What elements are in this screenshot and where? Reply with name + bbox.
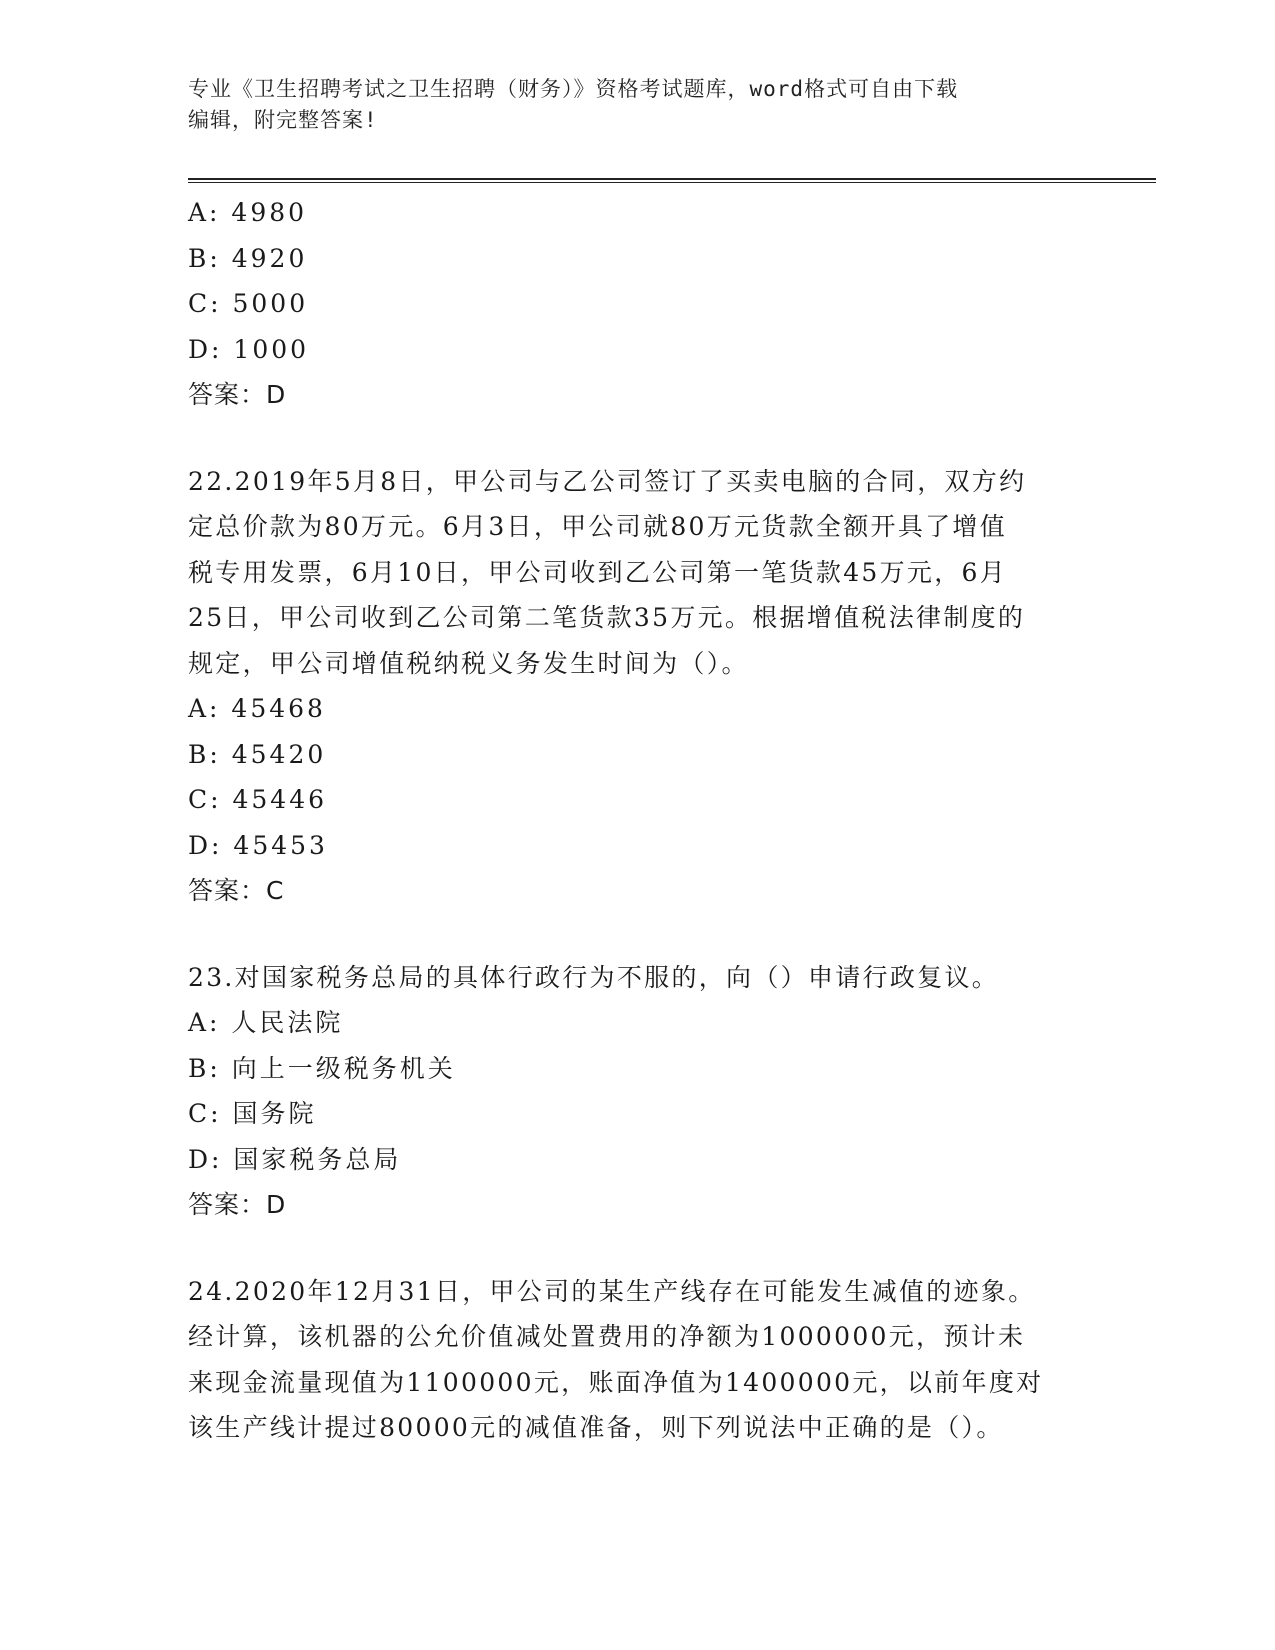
option-d: D: 45453 — [188, 830, 328, 860]
option-c: C: 5000 — [188, 289, 309, 318]
page-header — [188, 74, 1068, 136]
answer-label: 答案：D — [188, 1190, 287, 1219]
header-line-2: 编辑，附完整答案! — [188, 108, 378, 132]
question-stem-line: 22.2019年5月8日，甲公司与乙公司签订了买卖电脑的合同，双方约 — [188, 466, 1027, 496]
option-c: C: 45446 — [188, 785, 328, 814]
question-23 — [188, 955, 1088, 1228]
question-stem-line: 经计算，该机器的公允价值减处置费用的净额为1000000元，预计未 — [188, 1322, 1026, 1351]
header-divider — [188, 178, 1156, 183]
question-stem-line: 25日，甲公司收到乙公司第二笔货款35万元。根据增值税法律制度的 — [188, 603, 1026, 632]
option-b: B: 向上一级税务机关 — [188, 1053, 456, 1083]
option-a: A: 45468 — [188, 694, 326, 723]
question-spacer — [188, 914, 1088, 955]
option-d: D: 1000 — [188, 334, 310, 364]
question-stem-line: 24.2020年12月31日，甲公司的某生产线存在可能发生减值的迹象。 — [188, 1276, 1036, 1306]
header-line-1: 专业《卫生招聘考试之卫生招聘（财务）》资格考试题库，word格式可自由下载 — [188, 77, 959, 101]
answer-label: 答案：C — [188, 876, 285, 905]
answer-label: 答案：D — [188, 380, 287, 409]
question-stem-line: 定总价款为80万元。6月3日，甲公司就80万元货款全额开具了增值 — [188, 512, 1008, 541]
option-a: A: 4980 — [188, 198, 308, 227]
question-stem-line: 税专用发票，6月10日，甲公司收到乙公司第一笔货款45万元，6月 — [188, 557, 1008, 587]
question-24 — [188, 1269, 1088, 1451]
question-stem-line: 23.对国家税务总局的具体行政行为不服的，向（）申请行政复议。 — [188, 962, 1000, 992]
option-c: C: 国务院 — [188, 1099, 317, 1128]
question-22 — [188, 459, 1088, 914]
question-spacer — [188, 418, 1088, 459]
question-stem-line: 规定，甲公司增值税纳税义务发生时间为（）。 — [188, 648, 749, 678]
question-stem-line: 来现金流量现值为1100000元，账面净值为1400000元，以前年度对 — [188, 1367, 1044, 1397]
question-spacer — [188, 1228, 1088, 1269]
question-list — [188, 190, 1088, 1451]
option-b: B: 45420 — [188, 739, 327, 769]
option-b: B: 4920 — [188, 243, 308, 273]
question-stem-line: 该生产线计提过80000元的减值准备，则下列说法中正确的是（）。 — [188, 1413, 1004, 1442]
question-21 — [188, 190, 1088, 418]
option-d: D: 国家税务总局 — [188, 1144, 402, 1174]
option-a: A: 人民法院 — [188, 1008, 344, 1037]
